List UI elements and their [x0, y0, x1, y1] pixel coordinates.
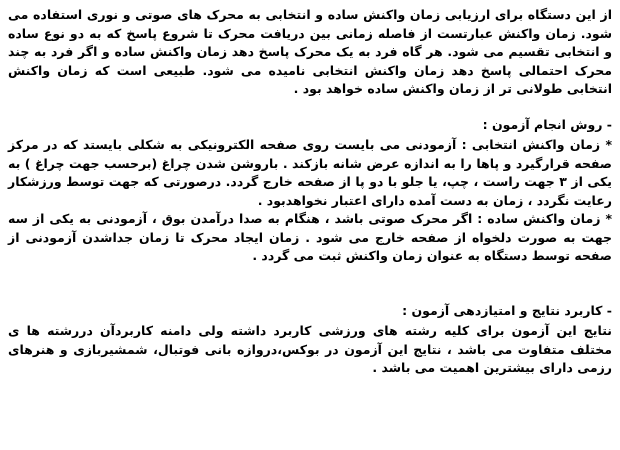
bullet-marker: * [605, 137, 613, 152]
list-item-choice-reaction [8, 136, 612, 210]
bullet-marker: * [605, 211, 612, 226]
usage-paragraph: نتایج این آزمون برای کلیه رشته های ورزشی کاربرد داشته ولی دامنه کاربردآن دررشته ها ی مختلف متفاوت می باشد ، نتایج این آزمون در بوکس،دروازه بانی فوتبال، شمشیربازی و هنرهای رزمی دارای بیشترین اهمیت می باشد . [8, 323, 612, 375]
usage-heading: - کاربرد نتایج و امتیازدهی آزمون : [402, 303, 612, 318]
document-page [0, 6, 620, 450]
method-heading: - روش انجام آزمون : [482, 117, 612, 132]
list-item-text: زمان واکنش ساده : اگر محرک صوتی باشد ، هنگام به صدا درآمدن بوق ، آزمودنی به یکی از سه جهت به صورت دلخواه از صفحه خارج می شود . زمان ایجاد محرک تا زمان جداشدن آزمودنی از صفحه توسط دستگاه به عنوان زمان واکنش ثبت می گردد . [8, 211, 612, 263]
list-item-simple-reaction [8, 210, 612, 266]
intro-paragraph: از این دستگاه برای ارزیابی زمان واکنش ساده و انتخابی به محرک های صوتی و نوری استفاده می شود. زمان واکنش عبارتست از فاصله زمانی بین دریافت محرک تا شروع پاسخ که به دو نوع ساده و انتخابی تقسیم می شود. هر گاه فرد به یک محرک پاسخ دهد زمان واکنش ساده و اگر فرد به چند محرک احتمالی پاسخ دهد زمان واکنش انتخابی نامیده می شود. طبیعی است که زمان واکنش انتخابی طولانی تر از زمان واکنش ساده خواهد بود . [8, 7, 612, 96]
method-items-list [8, 136, 612, 266]
list-item-text: زمان واکنش انتخابی : آزمودنی می بایست روی صفحه الکترونیکی به شکلی بایستد که در مرکز صفحه قرارگیرد و پاها را به اندازه عرض شانه بازکند . باروشن شدن چراغ (برحسب جهت چراغ ) به یکی از ۳ جهت راست ، چپ، یا جلو با دو پا از صفحه خارج گردد. درصورتی که جهت توسط ورزشکار رعایت نگردد ، زمان به دست آمده دارای اعتبار نخواهدبود . [8, 137, 612, 208]
